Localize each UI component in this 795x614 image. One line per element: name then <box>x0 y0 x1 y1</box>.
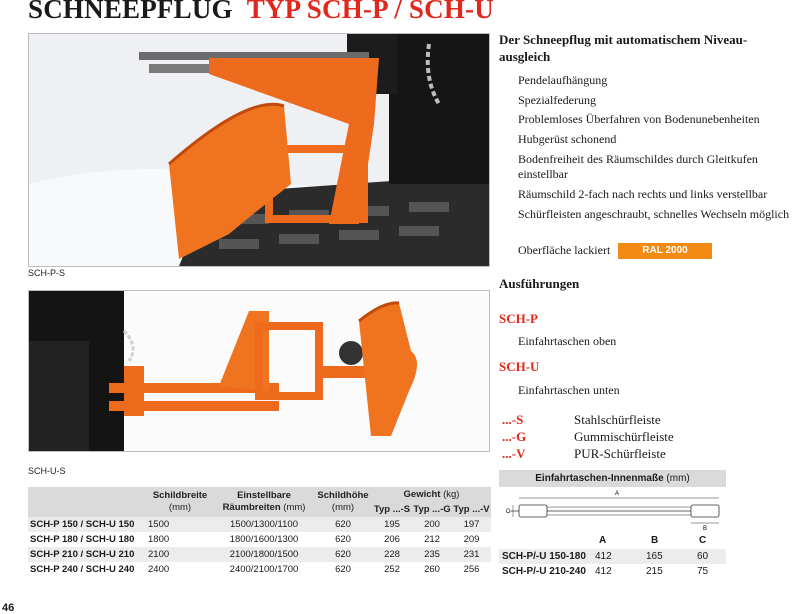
spec-header-model <box>28 487 146 517</box>
schildbreite-label: Schildbreite <box>152 490 208 501</box>
schildbreite-unit: (mm) <box>168 502 192 513</box>
weight-g-cell: 200 <box>412 517 452 532</box>
dims-unit: (mm) <box>666 473 690 484</box>
diagram-label-c: C <box>505 509 511 515</box>
feature-item: Bodenfreiheit des Räumschildes durch Gleitkufen einstellbar <box>518 152 758 181</box>
spec-header-gewicht <box>372 487 491 502</box>
dims-a: 412 <box>595 566 612 577</box>
ral-color-badge: RAL 2000 <box>618 243 712 259</box>
dims-header <box>499 470 726 487</box>
variants-heading: Ausführungen <box>499 276 580 291</box>
weight-g-cell: 235 <box>412 547 452 562</box>
page-title <box>28 0 494 25</box>
weight-s-cell: 195 <box>372 517 412 532</box>
raeum-cell: 1500/1300/1100 <box>214 517 314 532</box>
variant-desc-p: Einfahrtaschen oben <box>518 334 617 348</box>
hoehe-cell: 620 <box>314 532 372 547</box>
weight-s-cell: 252 <box>372 562 412 577</box>
plow-photo-top-image <box>29 34 489 266</box>
option-code: ...-S <box>502 412 524 427</box>
raeum-cell: 2100/1800/1500 <box>214 547 314 562</box>
weight-s-cell: 206 <box>372 532 412 547</box>
spec-header-row <box>28 487 491 502</box>
dims-b: 165 <box>646 551 663 562</box>
feature-item: Pendelaufhängung <box>518 73 608 87</box>
variant-code-u: SCH-U <box>499 359 540 374</box>
breite-cell: 2400 <box>146 562 214 577</box>
photo-caption-sch-p-s: SCH-P-S <box>28 268 66 278</box>
dims-col-header-row <box>499 533 726 548</box>
feature-item: Hubgerüst schonend <box>518 132 617 146</box>
option-desc: Stahlschürfleiste <box>574 412 661 427</box>
hoehe-cell: 620 <box>314 562 372 577</box>
model-cell: SCH-P 240 / SCH-U 240 <box>28 562 146 577</box>
dims-col-b: B <box>651 535 659 546</box>
schildhoehe-label: Schildhöhe <box>317 490 369 501</box>
dims-model: SCH-P/-U 150-180 <box>502 551 586 562</box>
variant-code-p: SCH-P <box>499 311 538 326</box>
raeum-cell: 2400/2100/1700 <box>214 562 314 577</box>
feature-item: Oberfläche lackiert <box>518 243 611 257</box>
dims-c: 60 <box>697 551 709 562</box>
weight-g-cell: 260 <box>412 562 452 577</box>
product-photo-sch-p-s <box>28 33 490 267</box>
dims-title: Einfahrtaschen-Innenmaße <box>535 473 664 484</box>
fork-pocket-dimensions <box>499 470 726 578</box>
breite-cell: 1800 <box>146 532 214 547</box>
raeumbreiten-unit: (mm) <box>283 502 306 513</box>
option-desc: Gummischürfleiste <box>574 429 674 444</box>
hoehe-cell: 620 <box>314 517 372 532</box>
diagram-label-b: B <box>702 526 708 532</box>
typ-v-label: Typ ...-V <box>452 502 491 517</box>
typ-g-label: Typ ...-G <box>412 502 452 517</box>
dims-col-c: C <box>699 535 707 546</box>
feature-item: Spezialfederung <box>518 93 596 107</box>
spec-header-schildbreite <box>146 487 214 517</box>
table-row <box>28 547 491 562</box>
weight-v-cell: 256 <box>452 562 491 577</box>
model-cell: SCH-P 150 / SCH-U 150 <box>28 517 146 532</box>
title-main: SCHNEEPFLUG <box>28 0 233 24</box>
feature-item: Räumschild 2-fach nach rechts und links verstellbar <box>518 187 768 201</box>
product-photo-sch-u-s <box>28 290 490 452</box>
dims-b: 215 <box>646 566 663 577</box>
schildhoehe-unit: (mm) <box>331 502 355 513</box>
title-type: TYP SCH-P / SCH-U <box>246 0 494 24</box>
breite-cell: 1500 <box>146 517 214 532</box>
page-number: 46 <box>2 602 15 614</box>
intro-heading: Der Schneepflug mit automatischem Niveau-ausgleich <box>499 32 748 64</box>
weight-s-cell: 228 <box>372 547 412 562</box>
table-row <box>28 532 491 547</box>
hoehe-cell: 620 <box>314 547 372 562</box>
model-cell: SCH-P 210 / SCH-U 210 <box>28 547 146 562</box>
dims-c: 75 <box>697 566 709 577</box>
table-row <box>499 549 726 564</box>
table-row <box>28 517 491 532</box>
spec-table <box>28 487 491 577</box>
feature-item: Schürfleisten angeschraubt, schnelles Wechseln möglich <box>518 207 790 221</box>
model-cell: SCH-P 180 / SCH-U 180 <box>28 532 146 547</box>
typ-s-label: Typ ...-S <box>372 502 412 517</box>
weight-v-cell: 197 <box>452 517 491 532</box>
option-code: ...-V <box>502 446 526 461</box>
diagram-label-a: A <box>614 491 620 497</box>
photo-caption-sch-u-s: SCH-U-S <box>28 466 66 476</box>
weight-v-cell: 231 <box>452 547 491 562</box>
variant-desc-u: Einfahrtaschen unten <box>518 383 620 397</box>
weight-g-cell: 212 <box>412 532 452 547</box>
option-code: ...-G <box>502 429 527 444</box>
table-row <box>28 562 491 577</box>
feature-item: Problemloses Überfahren von Bodenunebenheiten <box>518 112 760 126</box>
gewicht-label: Gewicht <box>403 488 441 500</box>
dims-a: 412 <box>595 551 612 562</box>
table-row <box>499 564 726 579</box>
weight-v-cell: 209 <box>452 532 491 547</box>
spec-header-schildhoehe <box>314 487 372 517</box>
dims-col-a: A <box>599 535 607 546</box>
raeumbreiten-label: Räumbreiten <box>222 502 281 513</box>
option-desc: PUR-Schürfleiste <box>574 446 666 461</box>
einstellbare-label: Einstellbare <box>237 490 291 501</box>
spec-header-raeumbreiten <box>214 487 314 517</box>
breite-cell: 2100 <box>146 547 214 562</box>
dims-model: SCH-P/-U 210-240 <box>502 566 586 577</box>
plow-photo-bottom-image <box>29 291 489 451</box>
raeum-cell: 1800/1600/1300 <box>214 532 314 547</box>
gewicht-unit: (kg) <box>443 488 460 500</box>
